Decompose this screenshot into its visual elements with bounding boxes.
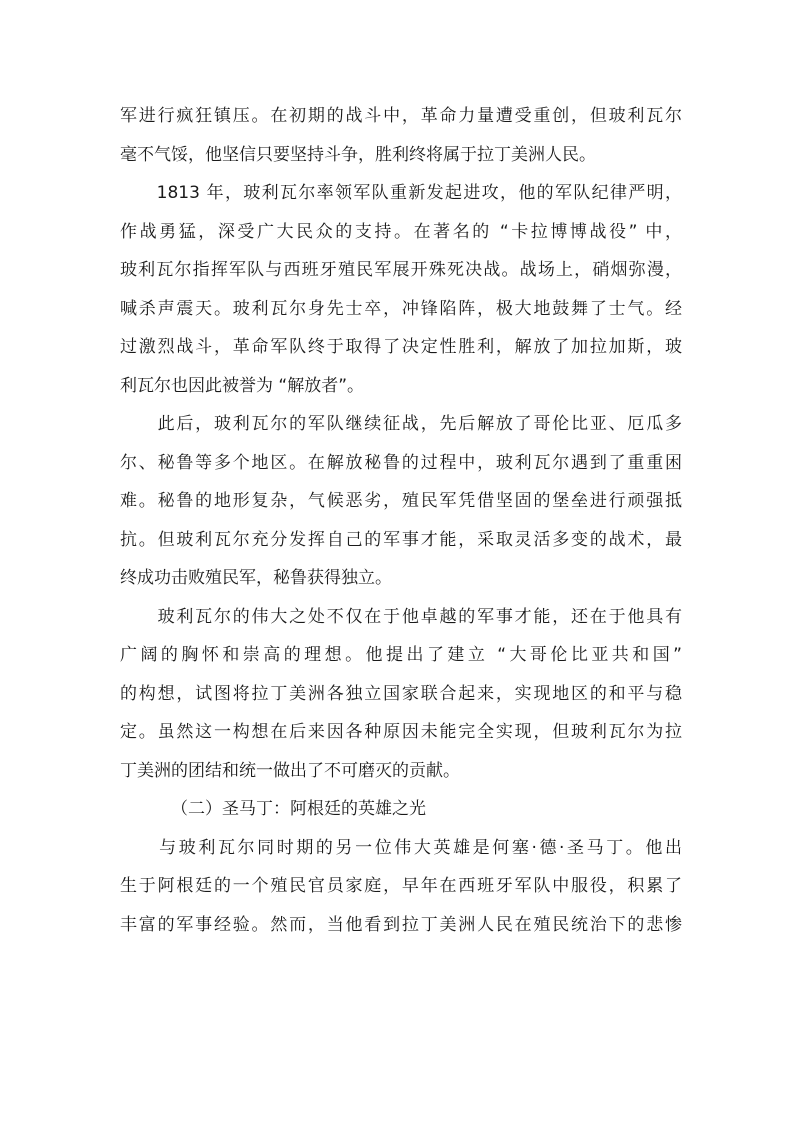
text-line: 玻利瓦尔指挥军队与西班牙殖民军展开殊死决战。战场上，硝烟弥漫， (120, 260, 682, 280)
text-line: 丰富的军事经验。然而，当他看到拉丁美洲人民在殖民统治下的悲惨 (120, 914, 682, 935)
text-line: 广阔的胸怀和崇高的理想。他提出了建立 “大哥伦比亚共和国” (120, 645, 682, 665)
text-line: 抗。但玻利瓦尔充分发挥自己的军事才能，采取灵活多变的战术，最 (120, 529, 682, 550)
text-line: 定。虽然这一构想在后来因各种原因未能完全实现，但玻利瓦尔为拉 (120, 722, 682, 742)
text-line: 利瓦尔也因此被誉为 “解放者”。 (120, 375, 365, 396)
text-line: 生于阿根廷的一个殖民官员家庭，早年在西班牙军队中服役，积累了 (120, 876, 682, 896)
text-line: 军进行疯狂镇压。在初期的战斗中，革命力量遭受重创，但玻利瓦尔 (120, 106, 682, 126)
text-line: 的构想，试图将拉丁美洲各独立国家联合起来，实现地区的和平与稳 (120, 683, 682, 704)
text-line: 此后，玻利瓦尔的军队继续征战，先后解放了哥伦比亚、厄瓜多 (120, 414, 682, 434)
document-body (120, 97, 682, 944)
text-line: 作战勇猛，深受广大民众的支持。在著名的 “卡拉博博战役” 中， (120, 221, 682, 242)
section-heading: （二）圣马丁：阿根廷的英雄之光 (171, 799, 426, 819)
text-line: 1813 年，玻利瓦尔率领军队重新发起进攻，他的军队纪律严明， (120, 183, 682, 203)
text-line: 毫不气馁，他坚信只要坚持斗争，胜利终将属于拉丁美洲人民。 (120, 144, 596, 165)
text-line: 喊杀声震天。玻利瓦尔身先士卒，冲锋陷阵，极大地鼓舞了士气。经 (120, 298, 682, 319)
text-line: 尔、秘鲁等多个地区。在解放秘鲁的过程中，玻利瓦尔遇到了重重困 (120, 452, 682, 473)
text-line: 难。秘鲁的地形复杂，气候恶劣，殖民军凭借坚固的堡垒进行顽强抵 (120, 491, 682, 511)
text-line: 过激烈战斗，革命军队终于取得了决定性胜利，解放了加拉加斯，玻 (120, 337, 682, 357)
text-line: 丁美洲的团结和统一做出了不可磨灭的贡献。 (120, 760, 460, 781)
text-line: 终成功击败殖民军，秘鲁获得独立。 (120, 568, 392, 588)
text-line: 玻利瓦尔的伟大之处不仅在于他卓越的军事才能，还在于他具有 (120, 606, 682, 627)
text-line: 与玻利瓦尔同时期的另一位伟大英雄是何塞·德·圣马丁。他出 (120, 837, 682, 858)
